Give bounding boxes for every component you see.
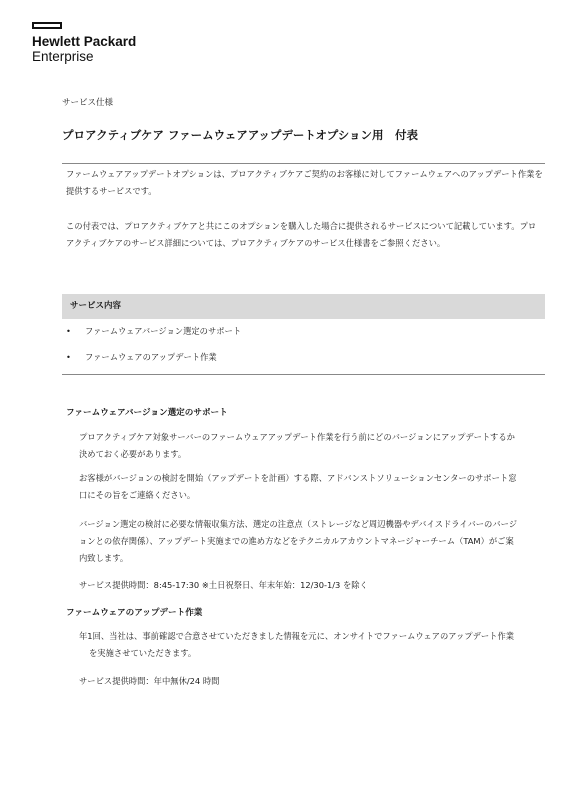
service-item-1: [66, 325, 241, 337]
hpe-logo-rectangle-icon: [32, 22, 62, 29]
section-heading-version-support: ファームウェアバージョン選定のサポート: [66, 408, 228, 418]
section1-service-hours: サービス提供時間：8:45-17:30 ※土日祝祭日、年末年始：12/30-1/3 を除く: [79, 580, 368, 590]
section2-service-hours: サービス提供時間：年中無休/24 時間: [79, 676, 220, 686]
section1-paragraph-2: お客様がバージョンの検討を開始（アップデートを計画）する際、アドバンストソリューションセンターのサポート窓口にその旨をご連絡ください。: [79, 473, 517, 500]
service-item-label: ファームウェアのアップデート作業: [85, 352, 217, 362]
hpe-logo: [32, 22, 136, 64]
services-header: サービス内容: [62, 294, 545, 319]
section1-paragraph-1: プロアクティブケア対象サーバーのファームウェアアップデート作業を行う前にどのバージョンにアップデートするか決めておく必要があります。: [79, 432, 515, 459]
section2-paragraph-1: 年1回、当社は、事前確認で合意させていただきました情報を元に、オンサイトでファームウェアのアップデート作業を実施させていただきます。: [79, 631, 515, 658]
doc-type: サービス仕様: [62, 98, 114, 108]
page-title: プロアクティブケア ファームウェアアップデートオプション用 付表: [62, 128, 419, 142]
section1-paragraph-3: バージョン選定の検討に必要な情報収集方法、選定の注意点（ストレージなど周辺機器やデバイスドライバーのバージョンとの依存関係）、アップデート実施までの進め方などをテクニカルアカウントマネージャーチーム（TAM）がご案内致します。: [79, 519, 518, 563]
divider-services: [62, 374, 545, 375]
logo-line2: Enterprise: [32, 49, 94, 64]
divider-top: [62, 163, 545, 164]
service-item-2: [66, 351, 217, 363]
bullet: •: [66, 352, 71, 362]
intro-paragraph-1: ファームウェアアップデートオプションは、プロアクティブケアご契約のお客様に対してファームウェアへのアップデート作業を提供するサービスです。: [66, 169, 543, 196]
bullet: •: [66, 326, 71, 336]
intro-paragraph-2: この付表では、プロアクティブケアと共にこのオプションを購入した場合に提供されるサービスについて記載しています。プロアクティブケアのサービス詳細については、プロアクティブケアのサービス仕様書をご参照ください。: [66, 221, 537, 248]
logo-line1: Hewlett Packard: [32, 34, 137, 49]
section-heading-update-work: ファームウェアのアップデート作業: [66, 608, 203, 618]
service-item-label: ファームウェアバージョン選定のサポート: [85, 326, 242, 336]
